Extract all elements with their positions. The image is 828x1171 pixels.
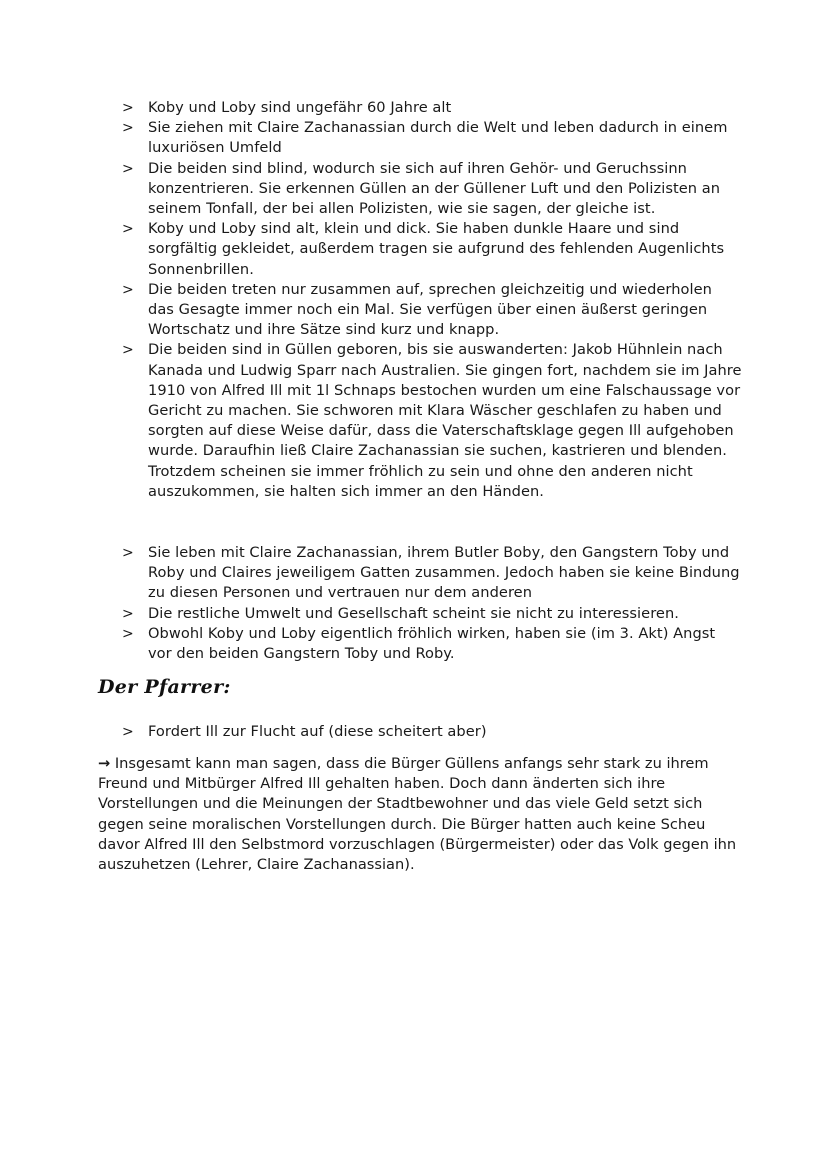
- pfarrer-list: [122, 722, 742, 742]
- list-item-text: Obwohl Koby und Loby eigentlich fröhlich wirken, haben sie (im 3. Akt) Angst vor den beiden Gangstern Toby und Roby.: [148, 624, 716, 663]
- bullet-marker: >: [122, 281, 134, 298]
- list-item: [122, 98, 742, 118]
- list-item: [122, 219, 742, 280]
- list-item: [122, 722, 742, 742]
- list-item-text: Fordert Ill zur Flucht auf (diese scheitert aber): [148, 723, 487, 740]
- bullet-marker: >: [122, 160, 134, 177]
- bullet-marker: >: [122, 221, 134, 238]
- summary-paragraph: [98, 754, 738, 875]
- relationships-list: [122, 543, 742, 664]
- bullet-marker: >: [122, 342, 134, 359]
- list-item-text: Die restliche Umwelt und Gesellschaft scheint sie nicht zu interessieren.: [148, 604, 679, 622]
- arrow-icon: →: [98, 755, 111, 772]
- bullet-marker: >: [122, 100, 134, 116]
- list-item: [122, 604, 742, 624]
- bullet-marker: >: [122, 724, 134, 740]
- list-item-text: Sie leben mit Claire Zachanassian, ihrem Butler Boby, den Gangstern Toby und Roby und Claires jeweiligem Gatten zusammen. Jedoch haben sie keine Bindung zu diesen Personen und vertrauen nur dem anderen: [148, 544, 740, 602]
- list-item: [122, 624, 742, 664]
- list-item: [122, 118, 742, 158]
- list-item-text: Die beiden sind blind, wodurch sie sich auf ihren Gehör- und Geruchssinn konzentrieren. Sie erkennen Güllen an der Güllener Luft und den Polizisten an seinem Tonfall, der bei allen Polizisten, wie sie sagen, der gleiche ist.: [148, 159, 721, 218]
- bullet-marker: >: [122, 120, 134, 137]
- bullet-marker: >: [122, 545, 134, 561]
- list-item: [122, 543, 742, 604]
- bullet-marker: >: [122, 625, 134, 642]
- list-item-text: Die beiden treten nur zusammen auf, sprechen gleichzeitig und wiederholen das Gesagte immer noch ein Mal. Sie verfügen über einen äußerst geringen Wortschatz und ihre Sätze sind kurz und knapp.: [148, 280, 712, 339]
- list-item: [122, 159, 742, 220]
- list-item-text: Die beiden sind in Güllen geboren, bis sie auswanderten: Jakob Hühnlein nach Kanada und Ludwig Sparr nach Australien. Sie gingen fort, nachdem sie im Jahre 1910 von Alfred Ill mit 1l Schnaps bestochen wurden um eine Falschaussage vor Gericht zu machen. Sie schworen mit Klara Wäscher geschlafen zu haben und sorgten auf diese Weise dafür, dass die Vaterschaftsklage gegen Ill aufgehoben wurde. Daraufhin ließ Claire Zachanassian sie suchen, kastrieren und blenden. Trotzdem scheinen sie immer fröhlich zu sein und ohne den anderen nicht auszukommen, sie halten sich immer an den Händen.: [148, 341, 742, 500]
- section-heading-pfarrer: Der Pfarrer:: [98, 676, 231, 698]
- list-item: [122, 340, 742, 502]
- list-item-text: Koby und Loby sind ungefähr 60 Jahre alt: [148, 99, 452, 116]
- character-traits-list: [122, 98, 742, 502]
- list-item-text: Koby und Loby sind alt, klein und dick. Sie haben dunkle Haare und sind sorgfältig gekleidet, außerdem tragen sie aufgrund des fehlenden Augenlichts Sonnenbrillen.: [148, 220, 725, 278]
- summary-text: Insgesamt kann man sagen, dass die Bürger Güllens anfangs sehr stark zu ihrem Freund und Mitbürger Alfred Ill gehalten haben. Doch dann änderten sich ihre Vorstellungen und die Meinungen der Stadtbewohner und das viele Geld setzt sich gegen seine moralischen Vorstellungen durch. Die Bürger hatten auch keine Scheu davor Alfred Ill den Selbstmord vorzuschlagen (Bürgermeister) oder das Volk gegen ihn auszuhetzen (Lehrer, Claire Zachanassian).: [98, 755, 737, 874]
- bullet-marker: >: [122, 605, 134, 622]
- list-item: [122, 280, 742, 341]
- list-item-text: Sie ziehen mit Claire Zachanassian durch die Welt und leben dadurch in einem luxuriösen Umfeld: [148, 119, 728, 157]
